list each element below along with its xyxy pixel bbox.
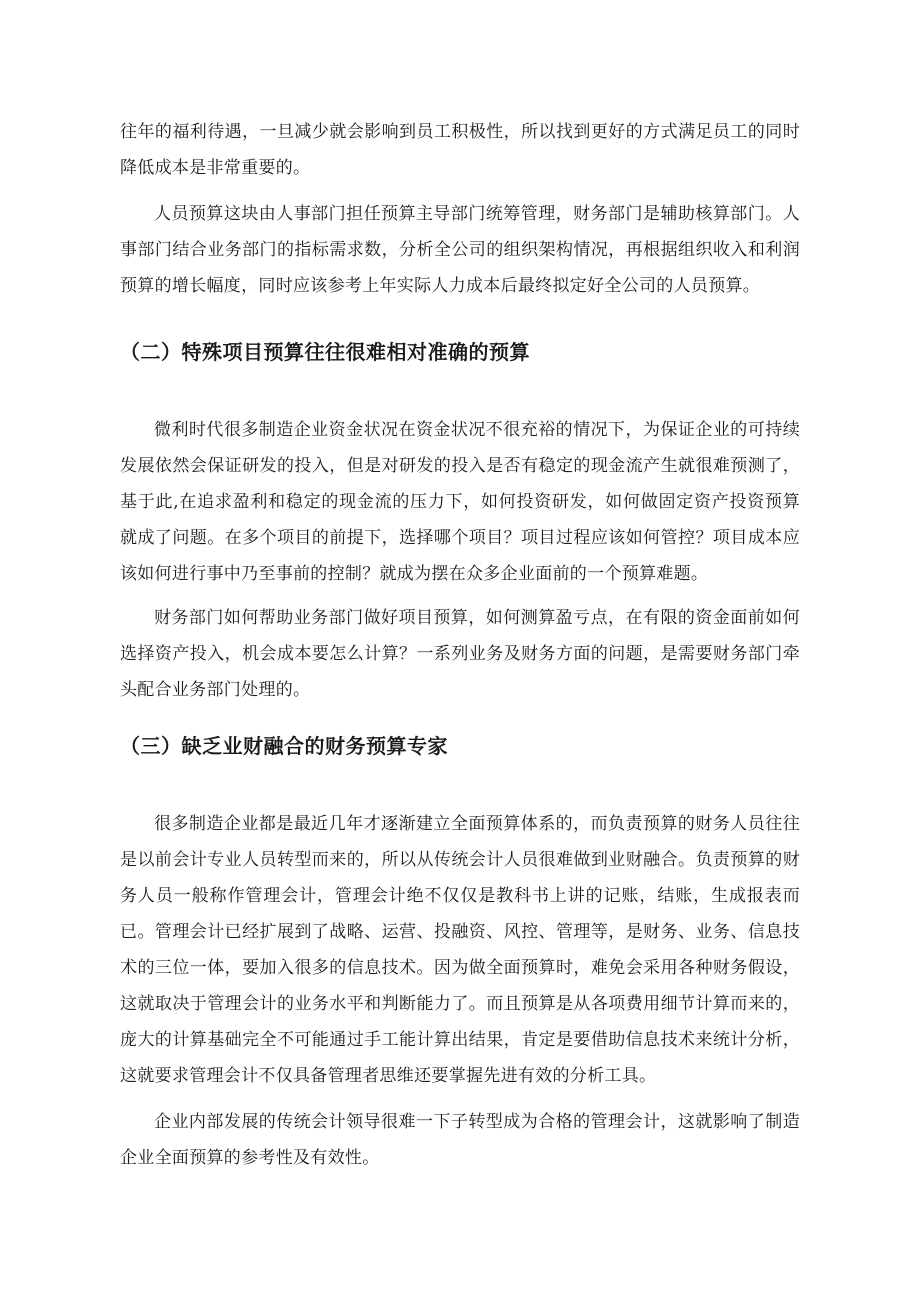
section-heading-budget-experts: （三）缺乏业财融合的财务预算专家 — [120, 734, 448, 758]
paragraph-welfare-continuation: 往年的福利待遇，一旦减少就会影响到员工积极性，所以找到更好的方式满足员工的同时降低成本是非常重要的。 — [120, 122, 800, 178]
paragraph-management-accounting: 很多制造企业都是最近几年才逐渐建立全面预算体系的，而负责预算的财务人员往往是以前会计专业人员转型而来的，所以从传统会计人员很难做到业财融合。负责预算的财务人员一般称作管理会计，管理会计绝不仅仅是教科书上讲的记账，结账，生成报表而已。管理会计已经扩展到了战略、运营、投融资、风控、管理等，是财务、业务、信息技术的三位一体，要加入很多的信息技术。因为做全面预算时，难免会采用各种财务假设，这就取决于管理会计的业务水平和判断能力了。而且预算是从各项费用细节计算而来的，庞大的计算基础完全不可能通过手工能计算出结果，肯定是要借助信息技术来统计分析，这就要求管理会计不仅具备管理者思维还要掌握先进有效的分析工具。 — [120, 814, 800, 1086]
paragraph-personnel-budget: 人员预算这块由人事部门担任预算主导部门统筹管理，财务部门是辅助核算部门。人事部门结合业务部门的指标需求数，分析全公司的组织架构情况，再根据组织收入和利润预算的增长幅度，同时应该参考上年实际人力成本后最终拟定好全公司的人员预算。 — [120, 204, 800, 296]
section-heading-special-projects: （二）特殊项目预算往往很难相对准确的预算 — [120, 340, 530, 364]
paragraph-low-profit-era: 微利时代很多制造企业资金状况在资金状况不很充裕的情况下，为保证企业的可持续发展依然会保证研发的投入，但是对研发的投入是否有稳定的现金流产生就很难预测了，基于此,在追求盈利和稳定的现金流的压力下，如何投资研发，如何做固定资产投资预算就成了问题。在多个项目的前提下，选择哪个项目？项目过程应该如何管控？项目成本应该如何进行事中乃至事前的控制？就成为摆在众多企业面前的一个预算难题。 — [120, 420, 800, 584]
paragraph-traditional-accountants: 企业内部发展的传统会计领导很难一下子转型成为合格的管理会计，这就影响了制造企业全面预算的参考性及有效性。 — [120, 1112, 800, 1168]
paragraph-finance-helps-projects: 财务部门如何帮助业务部门做好项目预算，如何测算盈亏点，在有限的资金面前如何选择资产投入，机会成本要怎么计算？一系列业务及财务方面的问题，是需要财务部门牵头配合业务部门处理的。 — [120, 608, 800, 700]
